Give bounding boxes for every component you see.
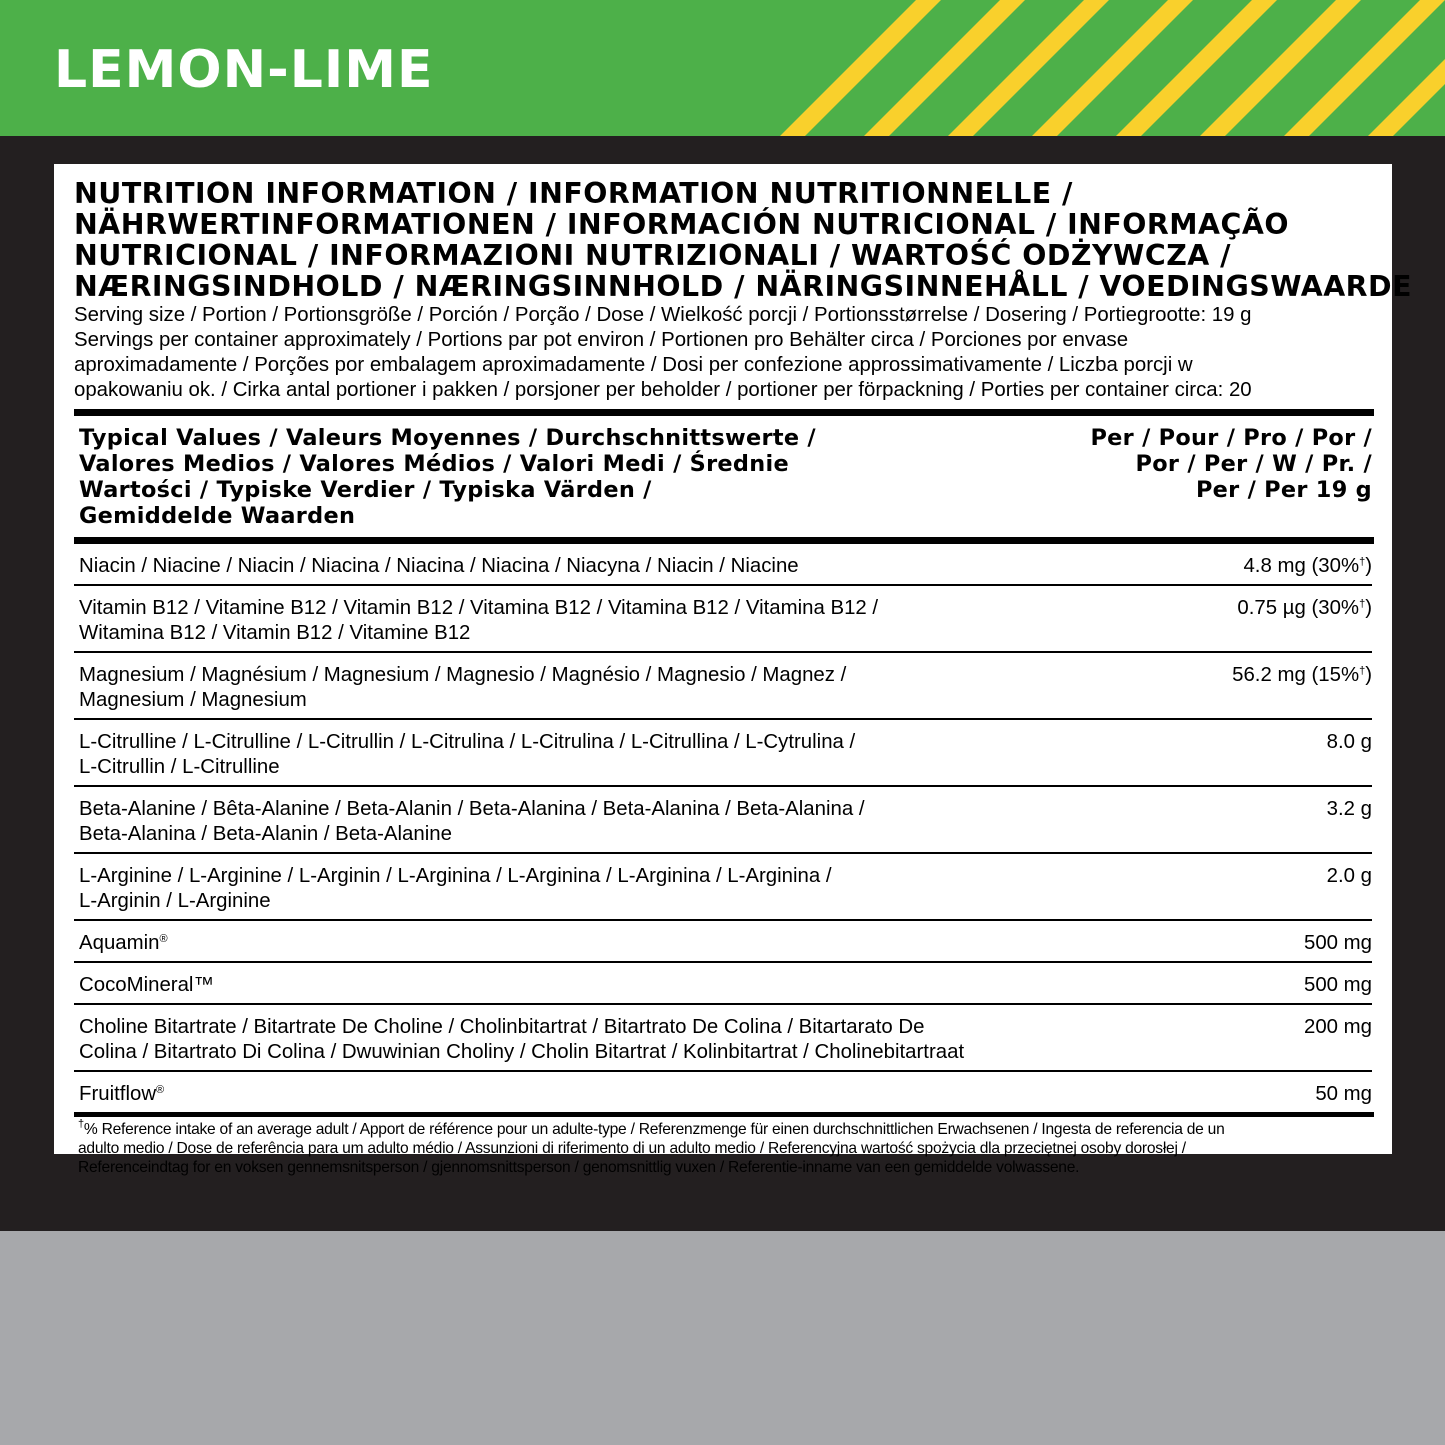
footnote-line [78,1139,1372,1158]
flavor-title: LEMON-LIME [54,40,434,100]
amount-value: 200 mg [1303,1016,1372,1038]
nutrient-name [79,797,865,847]
nutrition-label [54,164,1412,1176]
title-line: NÆRINGSINDHOLD / NÆRINGSINNHOLD / NÄRINGSINNEHÅLL / VOEDINGSWAARDE [74,270,1412,303]
serving-line: aproximadamente / Porções por embalagem aproximadamente / Dosi per confezione approssimativamente / Liczba porcji w [74,354,1193,376]
nutrient-amount [1304,1015,1372,1040]
nutrient-amount [1304,931,1372,956]
nutrient-name-line: Magnesium / Magnésium / Magnesium / Magnesio / Magnésio / Magnesio / Magnez / [79,664,847,686]
per-line: Per / Per 19 g [1195,477,1372,503]
nutrient-amount [1237,596,1372,621]
footnote-line [78,1158,1372,1177]
registered-mark: ® [159,933,168,945]
amount-close: ) [1365,555,1372,577]
serving-info [74,303,1372,403]
nutrient-name [79,1082,164,1107]
nutrient-row [74,961,1372,1003]
amount-value: 3.2 g [1326,798,1372,820]
nutrient-name [79,554,799,579]
amount-close: ) [1365,597,1372,619]
footnote-line [78,1120,1372,1139]
dagger-mark: † [1359,665,1366,677]
nutrient-name-line: Beta-Alanina / Beta-Alanin / Beta-Alanine [79,823,452,845]
amount-close: ) [1365,664,1372,686]
flavor-banner [0,0,1445,136]
per-serving-heading [1090,425,1372,529]
nutrient-name-line: L-Arginine / L-Arginine / L-Arginin / L-Arginina / L-Arginina / L-Arginina / L-Arginina / [79,865,832,887]
nutrient-name [79,973,214,998]
nutrient-amount [1327,797,1372,822]
nutrient-name-line: Choline Bitartrate / Bitartrate De Choline / Cholinbitartrat / Bitartrato De Colina / Bitartarato De [79,1016,925,1038]
thick-divider [74,537,1374,544]
dagger-mark: † [1359,556,1366,568]
typical-line: Gemiddelde Waarden [79,503,356,529]
nutrient-name [79,931,168,956]
nutrient-amount [1327,864,1372,889]
amount-value: 2.0 g [1326,865,1372,887]
nutrient-name-line: Witamina B12 / Vitamin B12 / Vitamine B12 [79,622,471,644]
typical-line: Wartości / Typiske Verdier / Typiska Värden / [79,477,652,503]
nutrient-row [74,852,1372,919]
nutrient-amount [1232,663,1372,688]
nutrient-name-line: Aquamin [79,932,160,954]
nutrient-amount [1327,730,1372,755]
nutrient-name [79,596,878,646]
nutrient-row [74,544,1372,584]
footnote [74,1117,1372,1177]
dagger-mark: † [78,1118,84,1130]
nutrient-name-line: Fruitflow [79,1083,157,1105]
serving-line: Servings per container approximately / Portions par pot environ / Portionen pro Behälter circa / Porciones por envase [74,329,1129,351]
nutrient-row [74,651,1372,718]
nutrient-table [74,544,1372,1112]
nutrient-amount [1243,554,1372,579]
registered-mark: ® [156,1084,165,1096]
nutrient-name-line: Beta-Alanine / Bêta-Alanine / Beta-Alanin / Beta-Alanina / Beta-Alanina / Beta-Alanina / [79,798,865,820]
typical-line: Typical Values / Valeurs Moyennes / Durchschnittswerte / [79,425,816,451]
nutrient-name [79,730,855,780]
title-line: NUTRICIONAL / INFORMAZIONI NUTRIZIONALI / WARTOŚĆ ODŻYWCZA / [74,239,1232,272]
footnote-text: adulto medio / Dose de referência para um adulto médio / Assunzioni di riferimento di un adulto medio / Referencyjna wartość spożycia dla przeciętnej osoby dorosłej / [78,1140,1186,1157]
nutrition-title [74,177,1412,303]
amount-value: 500 mg [1303,932,1372,954]
nutrient-name [79,864,832,914]
nutrient-name-line: Magnesium / Magnesium [79,689,307,711]
amount-value: 56.2 mg (15% [1232,664,1360,686]
dagger-mark: † [1359,598,1366,610]
amount-value: 4.8 mg (30% [1243,555,1360,577]
title-line: NUTRITION INFORMATION / INFORMATION NUTRITIONNELLE / [74,177,1073,210]
nutrient-name-line [79,931,168,956]
table-header [74,416,1372,537]
footnote-text: % Reference intake of an average adult / Apport de référence pour un adulte-type / Referenzmenge für einen durchschnittlichen Erwachsenen / Ingesta de referencia de un [83,1121,1225,1138]
serving-line: opakowaniu ok. / Cirka antal portioner i pakken / porsjoner per beholder / portioner per förpackning / Porties per container circa: 20 [74,379,1252,401]
amount-value: 0.75 µg (30% [1237,597,1360,619]
nutrient-name-line: L-Citrulline / L-Citrulline / L-Citrullin / L-Citrulina / L-Citrulina / L-Citrullina / L-Cytrulina / [79,731,856,753]
per-line: Por / Per / W / Pr. / [1135,451,1372,477]
nutrient-name-line [79,1082,164,1107]
typical-values-heading [79,425,816,529]
title-line: NÄHRWERTINFORMATIONEN / INFORMACIÓN NUTRICIONAL / INFORMAÇÃO [74,208,1289,241]
nutrient-name-line: Colina / Bitartrato Di Colina / Dwuwinian Choliny / Cholin Bitartrat / Kolinbitartrat / Cholinebitartraat [79,1041,965,1063]
nutrient-name-line: CocoMineral™ [79,974,214,996]
thick-divider [74,409,1374,416]
nutrient-name [79,1015,964,1065]
amount-value: 8.0 g [1326,731,1372,753]
nutrient-row [74,785,1372,852]
nutrient-name-line: Niacin / Niacine / Niacin / Niacina / Niacina / Niacina / Niacyna / Niacin / Niacine [79,555,799,577]
per-line: Per / Pour / Pro / Por / [1090,425,1372,451]
nutrient-name-line: Vitamin B12 / Vitamine B12 / Vitamin B12 / Vitamina B12 / Vitamina B12 / Vitamina B12 / [79,597,879,619]
nutrient-row [74,718,1372,785]
nutrient-name-line: L-Arginin / L-Arginine [79,890,271,912]
typical-line: Valores Medios / Valores Médios / Valori Medi / Średnie [79,451,789,477]
nutrient-name [79,663,846,713]
nutrient-row [74,1070,1372,1112]
nutrient-row [74,919,1372,961]
amount-value: 50 mg [1315,1083,1372,1105]
nutrient-row [74,1003,1372,1070]
nutrient-amount [1315,1082,1372,1107]
nutrient-amount [1304,973,1372,998]
amount-value: 500 mg [1303,974,1372,996]
footnote-text: Referenceindtag for en voksen gennemsnitsperson / gjennomsnittsperson / genomsnittlig vuxen / Referentie-inname van een gemiddelde volwassene. [78,1159,1080,1176]
nutrient-name-line: L-Citrullin / L-Citrulline [79,756,280,778]
nutrient-row [74,584,1372,651]
serving-line: Serving size / Portion / Portionsgröße / Porción / Porção / Dose / Wielkość porcji / Portionsstørrelse / Dosering / Portiegrootte: 19 g [74,304,1252,326]
